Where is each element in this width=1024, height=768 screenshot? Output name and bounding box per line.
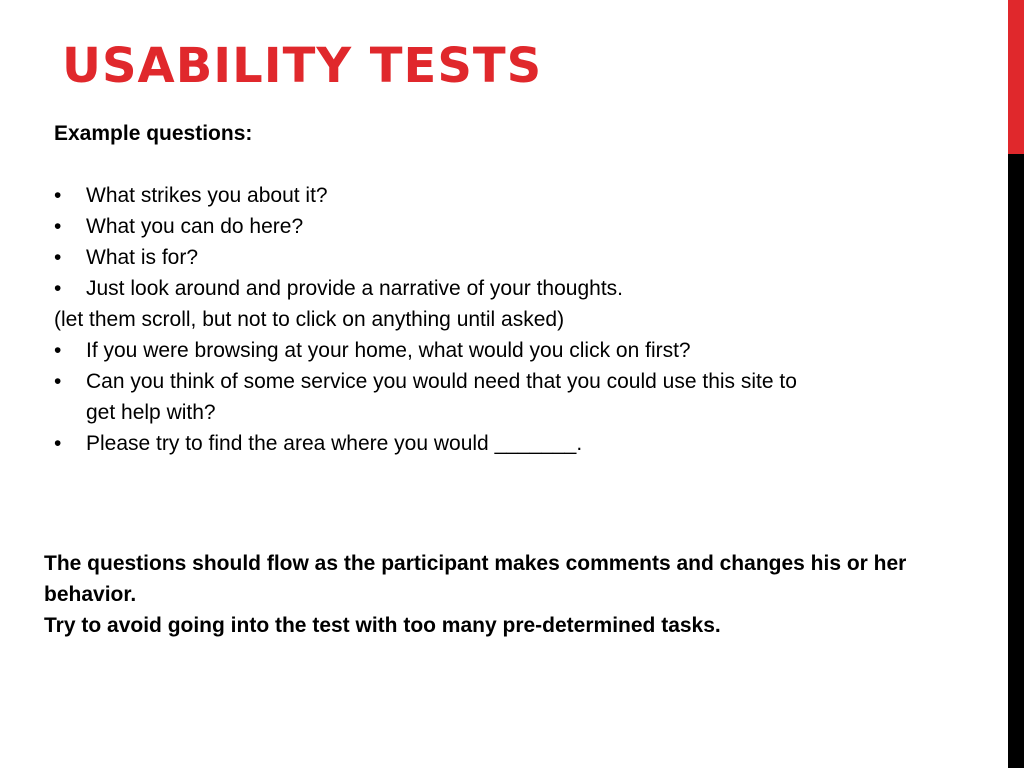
question-list-primary [54, 180, 814, 304]
question-text: What you can do here? [86, 215, 304, 238]
question-text: What strikes you about it? [86, 184, 328, 207]
question-item [54, 211, 814, 242]
bullet-icon: • [54, 184, 62, 207]
bullet-icon: • [54, 370, 62, 393]
bullet-icon: • [54, 277, 62, 300]
edge-accent-bar-red [1008, 0, 1024, 154]
question-text: Just look around and provide a narrative of your thoughts. [86, 277, 623, 300]
question-text: Please try to find the area where you would _______. [86, 432, 583, 455]
summary-line-tasks: Try to avoid going into the test with too many pre-determined tasks. [44, 614, 721, 637]
question-item [54, 273, 814, 304]
bullet-icon: • [54, 215, 62, 238]
question-list-secondary [54, 335, 814, 459]
question-text: Can you think of some service you would need that you could use this site to get help with? [86, 370, 797, 424]
question-item [54, 366, 814, 428]
slide-title: USABILITY TESTS [62, 38, 543, 94]
questions-block [54, 118, 814, 459]
edge-accent-bar-black [1008, 154, 1024, 768]
moderator-note: (let them scroll, but not to click on anything until asked) [54, 308, 565, 331]
summary-line-flow: The questions should flow as the participant makes comments and changes his or her behavior. [44, 552, 907, 606]
questions-heading: Example questions: [54, 122, 253, 145]
bullet-icon: • [54, 339, 62, 362]
summary-block [44, 548, 944, 641]
question-item [54, 335, 814, 366]
question-item [54, 242, 814, 273]
question-text: What is for? [86, 246, 199, 269]
bullet-icon: • [54, 246, 62, 269]
spacer [54, 149, 814, 180]
question-item [54, 180, 814, 211]
question-text: If you were browsing at your home, what would you click on first? [86, 339, 691, 362]
bullet-icon: • [54, 432, 62, 455]
question-item [54, 428, 814, 459]
